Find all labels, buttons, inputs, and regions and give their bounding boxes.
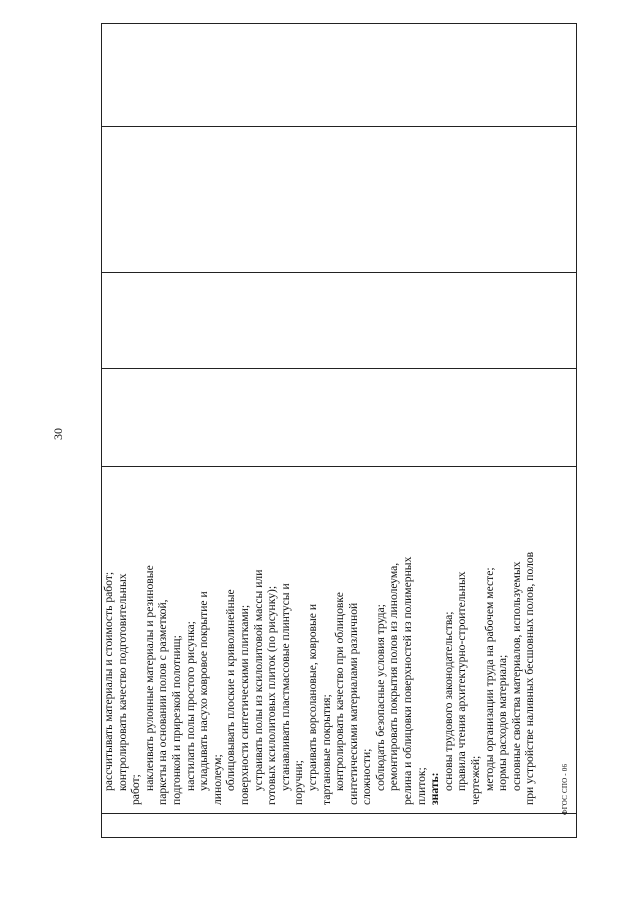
text-line: контролировать качество подготовительных xyxy=(115,573,129,791)
text-line: методы организации труда на рабочем месте; xyxy=(482,567,496,791)
text-line: основы трудового законодательства; xyxy=(441,611,455,791)
page-number: 30 xyxy=(51,428,65,440)
text-line: паркеты на основании полов с разметкой, xyxy=(156,599,170,805)
text-line: синтетическими материалами различной xyxy=(346,602,360,805)
text-line: контролировать качество при облицовке xyxy=(333,592,347,791)
text-line: сложности; xyxy=(360,748,374,805)
text-line: наклеивать рулонные материалы и резиновые xyxy=(142,565,156,791)
text-line: плиток; xyxy=(414,767,428,805)
text-line: при устройстве наливных бесшовных полов, полов xyxy=(523,551,537,805)
text-line: устанавливать пластмассовые плинтусы и xyxy=(278,583,292,791)
table-row-divider xyxy=(102,813,576,814)
text-line: релина и облицовки поверхностей из полимерных xyxy=(401,556,415,805)
section-heading: знать: xyxy=(428,772,442,805)
text-line: основные свойства материалов, используемых xyxy=(509,561,523,791)
text-line: поверхности синтетическими плитками; xyxy=(237,604,251,805)
text-line: тартановые покрытия; xyxy=(319,694,333,805)
skills-text-block xyxy=(101,466,577,813)
table-row-divider xyxy=(102,368,576,369)
text-line: подгонкой и прирезкой полотнищ; xyxy=(169,635,183,805)
text-line: настилать полы простого рисунка; xyxy=(183,621,197,791)
table-row-divider xyxy=(102,126,576,127)
text-line: облицовывать плоские и криволинейные xyxy=(224,589,238,791)
text-line: работ; xyxy=(129,774,143,805)
text-line: нормы расходов материала; xyxy=(496,654,510,791)
footer-code: ФГОС СПО - 06 xyxy=(561,763,569,815)
text-line: чертежей; xyxy=(469,755,483,805)
text-line: линолеум; xyxy=(210,754,224,805)
text-line: готовых ксилолитовых плиток (по рисунку); xyxy=(265,585,279,805)
text-line: правила чтения архитектурно-строительных xyxy=(455,571,469,791)
text-line: устраивать ворсолановые, ковровые и xyxy=(305,603,319,791)
text-line: поручни; xyxy=(292,760,306,805)
text-line: укладывать насухо ковровое покрытие и xyxy=(197,591,211,791)
text-line: соблюдать безопасные условия труда; xyxy=(373,604,387,791)
text-line: ремонтировать покрытия полов из линолеума, xyxy=(387,562,401,791)
text-line: рассчитывать материалы и стоимость работ; xyxy=(102,571,115,791)
table-row-divider xyxy=(102,272,576,273)
skills-text-cell xyxy=(101,466,577,813)
text-line: устраивать полы из ксилолитовой массы или xyxy=(251,569,265,791)
